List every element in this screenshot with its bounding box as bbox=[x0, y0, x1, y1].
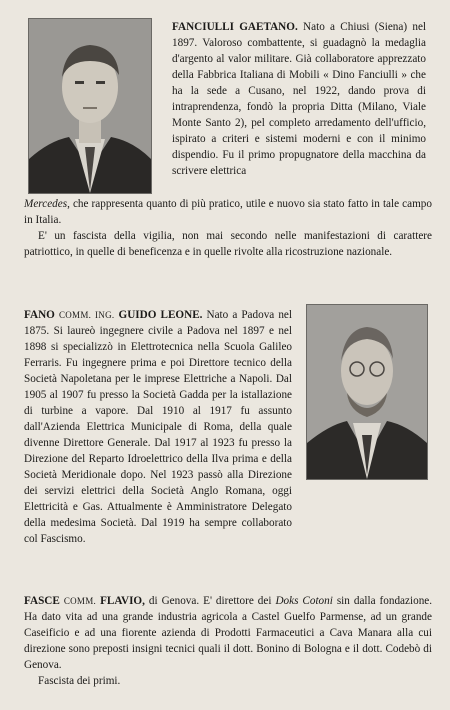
entry-fanciulli-text bbox=[172, 19, 426, 179]
entry-body-continued: sin dalla fondazione. Ha dato vita ad una grande industria agricola a Castel Guelfo Parmense, ad un grande Caseificio e ad una fiorente azienda di Prodotti Farmaceutici a Cava Manara alla cui direzione sono preposti insigni tecnici quali il dott. Bonino di Bologna e il dott. Codebò di Genova. bbox=[24, 595, 433, 671]
product-name-italic: Mercedes bbox=[24, 198, 68, 210]
entry-body-continued: , che rappresenta quanto di più pratico, utile e nuovo sia stato fatto in tale campo in Italia. bbox=[24, 198, 432, 226]
entry-fano-text bbox=[24, 307, 292, 547]
entry-fasce-text bbox=[24, 593, 432, 689]
entry-body: Nato a Padova nel 1875. Si laureò ingegnere civile a Padova nel 1897 e nel 1898 si specializzò in Elettrotecnica nella Scuola Galileo Ferraris. Fu ingegnere prima e poi Direttore tecnico della Società Napoletana per le imprese Elettriche a Napoli. Dal 1905 al 1907 fu presso la Società Gadda per la istallazione di turbine a vapore. Dal 1910 al 1917 fu assunto dall'Azienda Elettrica Municipale di Roma, della quale divenne Direttore Generale. Dal 1917 al 1923 fu presso la Direzione del Reparto Idroelettrico della Ilva prima e della Società Meridionale dopo. Nel 1923 passò alla Direzione dei servizi elettrici della Società Anglo Romana, oggi Elettricità e Gas. Attualmente è Amministratore Delegato della medesima Società. Dal 1919 ha sempre collaborato col Fascismo. bbox=[24, 309, 292, 545]
entry-title: COMM. bbox=[63, 596, 97, 606]
entry-surname: FASCE bbox=[24, 595, 60, 607]
entry-surname: FANO bbox=[24, 309, 55, 321]
portrait-fanciulli bbox=[28, 18, 152, 194]
entry-body: di Genova. E' direttore dei bbox=[148, 595, 272, 607]
company-name-italic: Doks Cotoni bbox=[275, 595, 333, 607]
entry-given-name: GUIDO LEONE. bbox=[118, 309, 203, 321]
portrait-fano bbox=[306, 304, 428, 480]
entry-fanciulli-continuation bbox=[24, 196, 432, 260]
entry-name: FANCIULLI GAETANO. bbox=[172, 21, 298, 33]
entry-paragraph: Fascista dei primi. bbox=[38, 675, 121, 687]
entry-given-name: FLAVIO, bbox=[100, 595, 145, 607]
entry-paragraph: E' un fascista della vigilia, non mai secondo nelle manifestazioni di carattere patriottico, in quelle di beneficenza e in quelle rivolte alla ricostruzione nazionale. bbox=[24, 230, 432, 258]
entry-title: COMM. ING. bbox=[58, 310, 115, 320]
entry-body: Nato a Chiusi (Siena) nel 1897. Valoroso combattente, si guadagnò la medaglia d'argento al valor militare. Già collaboratore apprezzato della Fabbrica Italiana di Mobili « Dino Fanciulli » che ha la sede a Cusano, nel 1922, dando prova di intraprendenza, fondò la propria Ditta (Milano, Viale Monte Santo 2), pel completo arredamento dell'ufficio, ispirato a criteri e sistemi moderni e con il minimo dispendio. Fu il primo propugnatore della macchina da scrivere elettrica bbox=[172, 21, 427, 177]
